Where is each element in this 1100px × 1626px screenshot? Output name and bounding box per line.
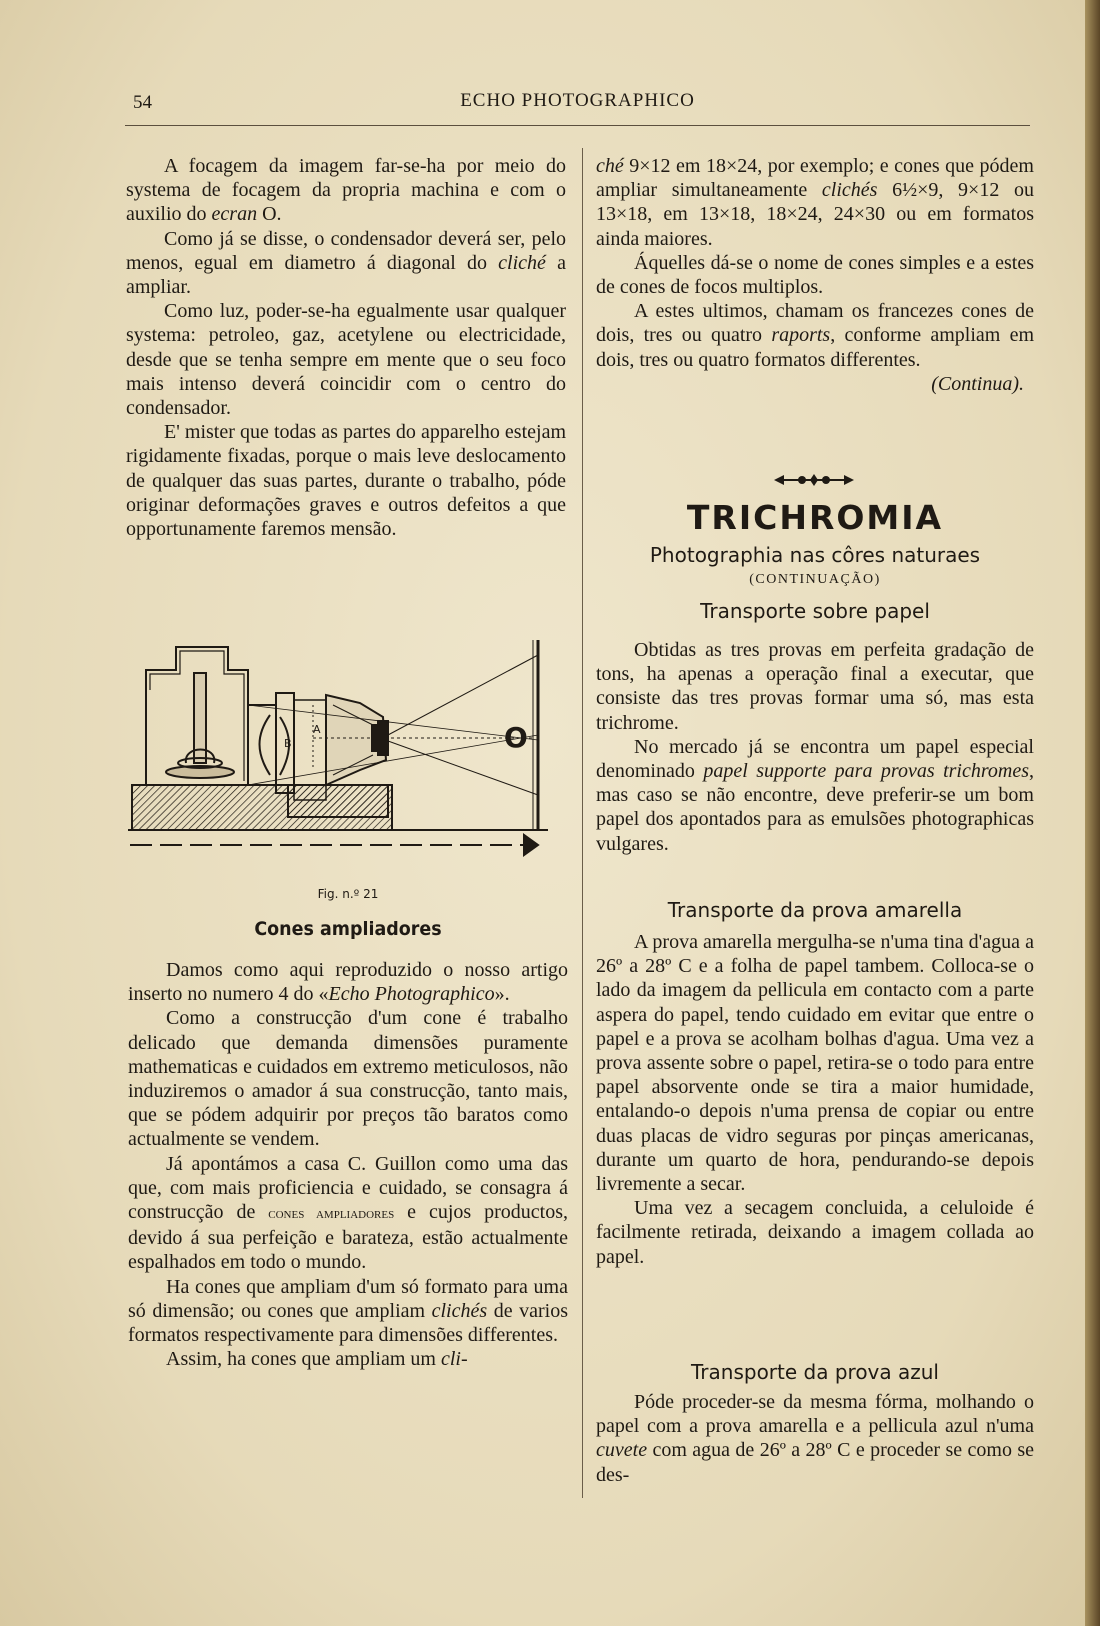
paragraph: Uma vez a secagem concluida, a celuloide é facilmente retirada, deixando a imagem collada ao papel. bbox=[596, 1197, 1034, 1268]
paragraph: Como a construcção d'um cone é trabalho delicado que demanda dimensões puramente mathematicas e cuidados em extremo meticulosos, não induziremos o amador á sua construcção, tanto mais, que se pódem adquirir por preços tão baratos como actualmente se vendem. bbox=[128, 1007, 568, 1151]
page-header bbox=[125, 88, 1030, 118]
section-title: Transporte da prova amarella bbox=[667, 898, 963, 922]
paragraph: Já apontámos a casa C. Guillon como uma das que, com mais proficiencia e cuidado, se consagra á construcção de cones ampliadores e cujos productos, devido á sua perfeição e barateza, estão actualmente espalhados em todo o mundo. bbox=[128, 1152, 568, 1274]
column-rule bbox=[582, 148, 583, 1498]
paragraph: Póde proceder-se da mesma fórma, molhando o papel com a prova amarella e a pellicula azul n'uma cuvete com agua de 26º a 28º C e proceder se como se des- bbox=[596, 1391, 1034, 1486]
paragraph: No mercado já se encontra um papel especial denominado papel supporte para provas trichromes, mas caso se não encontre, deve preferir-se um bom papel dos apontados para as emulsões photographicas vulgares. bbox=[596, 735, 1034, 855]
section-body bbox=[596, 1390, 1034, 1487]
article-title: TRICHROMIA bbox=[686, 498, 944, 537]
figure-caption: Fig. n.º 21 bbox=[317, 887, 379, 901]
paragraph: E' mister que todas as partes do apparelho estejam rigidamente fixadas, porque o mais leve deslocamento de qualquer das suas partes, durante o trabalho, póde originar deformações graves e outros defeitos a que opportunamente faremos mensão. bbox=[126, 421, 566, 541]
continuation-note: (CONTINUAÇÃO) bbox=[749, 572, 881, 587]
left-column-top bbox=[126, 154, 566, 541]
figure-label-a: A bbox=[313, 723, 321, 736]
running-title: ECHO PHOTOGRAPHICO bbox=[460, 90, 695, 111]
enlarger-illustration bbox=[128, 635, 568, 875]
left-column-bottom bbox=[128, 958, 568, 1371]
section-title: Cones ampliadores bbox=[254, 918, 442, 940]
paragraph: Obtidas as tres provas em perfeita gradação de tons, ha apenas a operação final a executar, que consiste das tres provas formar uma só, mas esta trichrome. bbox=[596, 639, 1034, 734]
page-number: 54 bbox=[133, 92, 152, 113]
paragraph: ché 9×12 em 18×24, por exemplo; e cones que pódem ampliar simultaneamente clichés 6½×9, 9×12 ou 13×18, em 13×18, 18×24, 24×30 ou em formatos ainda maiores. bbox=[596, 155, 1034, 250]
header-rule bbox=[125, 125, 1030, 126]
section-title: Transporte da prova azul bbox=[691, 1360, 939, 1384]
figure-label-b: B bbox=[284, 737, 292, 750]
figure-label-o: O bbox=[504, 721, 528, 754]
right-column-top bbox=[596, 154, 1034, 396]
section-body bbox=[596, 930, 1034, 1269]
paragraph: A estes ultimos, chamam os francezes cones de dois, tres ou quatro raports, conforme ampliam em dois, tres ou quatro formatos differentes. bbox=[596, 300, 1035, 371]
paragraph: Como luz, poder-se-ha egualmente usar qualquer systema: petroleo, gaz, acetylene ou electricidade, desde que se tenha sempre em mente que o seu foco mais intenso deverá coincidir com o centro do condensador. bbox=[126, 300, 566, 420]
paragraph: A focagem da imagem far-se-ha por meio do systema de focagem da propria machina e com o auxilio do ecran O. bbox=[126, 155, 566, 226]
continua-note: (Continua). bbox=[931, 372, 1024, 395]
paragraph: Como já se disse, o condensador deverá ser, pelo menos, egual em diametro á diagonal do cliché a ampliar. bbox=[126, 227, 566, 299]
section-title: Transporte sobre papel bbox=[700, 599, 930, 623]
paragraph: A prova amarella mergulha-se n'uma tina d'agua a 26º a 28º C e a folha de papel tambem. Colloca-se o lado da imagem da pellicula em contacto com a parte aspera do papel, tendo cuidado em evitar que entre o papel e a prova se acolham bolhas d'agua. Uma vez a prova assente sobre o papel, retira-se o todo para entre papel absorvente onde se tira a maior humidade, entalando-o depois n'uma prensa de copiar ou entre duas placas de vidro seguras por pinças americanas, durante um quarto de hora, pendurando-se depois livremente a secar. bbox=[596, 931, 1034, 1196]
paragraph: Áquelles dá-se o nome de cones simples e a estes de cones de focos multiplos. bbox=[596, 251, 1034, 299]
paragraph: Ha cones que ampliam d'um só formato para uma só dimensão; ou cones que ampliam clichés de varios formatos respectivamente para dimensões differentes. bbox=[128, 1275, 568, 1347]
ornament-divider-icon bbox=[772, 472, 856, 488]
article-subtitle: Photographia nas côres naturaes bbox=[649, 543, 981, 567]
paragraph: Damos como aqui reproduzido o nosso artigo inserto no numero 4 do «Echo Photographico». bbox=[128, 959, 568, 1006]
section-body bbox=[596, 638, 1034, 856]
paragraph: Assim, ha cones que ampliam um cli- bbox=[166, 1348, 468, 1371]
page-edge bbox=[1085, 0, 1100, 1626]
